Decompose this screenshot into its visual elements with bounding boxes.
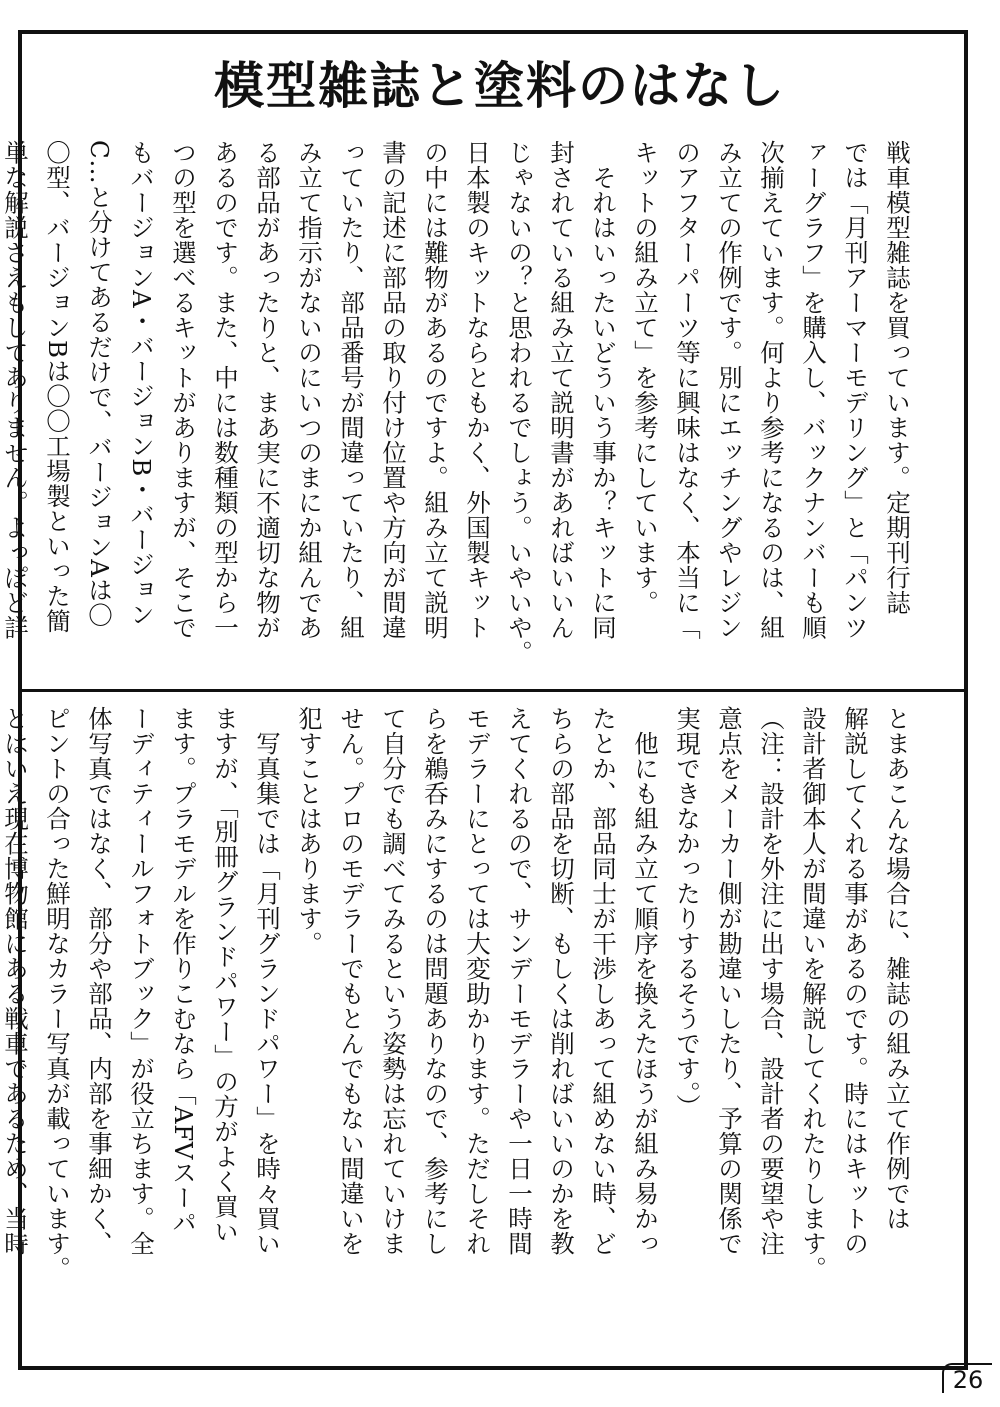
text-column: 意点をメーカー側が勘違いしたり、予算の関係で	[715, 706, 744, 1256]
text-column: とはいえ現在博物館にある戦車であるため、当時	[1, 706, 30, 1256]
text-column: 写真集では「月刊グランドパワー」を時々買い	[253, 706, 282, 1256]
text-column: っていたり、部品番号が間違っていたり、組	[337, 140, 366, 640]
text-column: もバージョンA・バージョンB・バージョン	[127, 140, 156, 627]
text-column: 次揃えています。何より参考になるのは、組	[757, 140, 786, 640]
text-column: えてくれるので、サンデーモデラーや一日一時間	[505, 706, 534, 1256]
text-column: て自分でも調べてみるという姿勢は忘れていけま	[379, 706, 408, 1256]
text-column: ちらの部品を切断、もしくは削ればいいのかを教	[547, 706, 576, 1256]
text-column: とまあこんな場合に、雑誌の組み立て作例では	[883, 706, 912, 1231]
text-column: それはいったいどういう事か？キットに同	[589, 140, 618, 640]
text-column: 実現できなかったりするそうです。）	[673, 706, 702, 1119]
text-column: じゃないの？と思われるでしょう。いやいや。	[505, 140, 534, 665]
text-column: あるのです。また、中には数種類の型から一	[211, 140, 240, 640]
text-column: 解説してくれる事があるのです。時にはキットの	[841, 706, 870, 1256]
text-column: ますが、「別冊グランドパワー」の方がよく買い	[211, 706, 240, 1244]
text-column: の中には難物があるのですよ。組み立て説明	[421, 140, 450, 640]
text-column: 戦車模型雑誌を買っています。定期刊行誌	[883, 140, 912, 615]
text-column: たとか、部品同士が干渉しあって組めない時、ど	[589, 706, 618, 1256]
text-column: 封されている組み立て説明書があればいいん	[547, 140, 576, 640]
lower-body-text	[1, 706, 918, 1346]
text-column: 〇型、バージョンBは〇〇工場製といった簡	[43, 140, 72, 634]
section-divider	[22, 689, 966, 692]
text-column: 犯すことはあります。	[295, 706, 324, 956]
text-column: キットの組み立て」を参考にしています。	[631, 140, 660, 615]
text-column: では「月刊アーマーモデリング」と「パンツ	[841, 140, 870, 640]
text-column: み立て指示がないのにいつのまにか組んであ	[295, 140, 324, 640]
text-column: （注：設計を外注に出す場合、設計者の要望や注	[757, 706, 786, 1256]
text-column: ーディティールフォトブック」が役立ちます。全	[127, 706, 156, 1256]
text-column: 書の記述に部品の取り付け位置や方向が間違	[379, 140, 408, 640]
text-column: らを鵜呑みにするのは問題ありなので、参考にし	[421, 706, 450, 1256]
text-column: ます。プラモデルを作りこむなら「AFVスーパ	[169, 706, 198, 1235]
text-column: み立ての作例です。別にエッチングやレジン	[715, 140, 744, 640]
text-column: ピントの合った鮮明なカラー写真が載っています。	[43, 706, 72, 1281]
text-column: ァーグラフ」を購入し、バックナンバーも順	[799, 140, 828, 640]
text-column: る部品があったりと、まあ実に不適切な物が	[253, 140, 282, 640]
text-column: 単な解説さえもしてありません。よっぽど詳	[1, 140, 30, 640]
page-number: 26	[942, 1363, 992, 1393]
upper-body-text	[1, 140, 918, 675]
text-column: せん。プロのモデラーでもとんでもない間違いを	[337, 706, 366, 1256]
page-title: 模型雑誌と塗料のはなし	[214, 57, 786, 115]
text-column: C…と分けてあるだけで、バージョンAは〇	[85, 140, 114, 628]
text-column: 体写真ではなく、部分や部品、内部を事細かく、	[85, 706, 114, 1256]
text-column: モデラーにとっては大変助かります。ただしそれ	[463, 706, 492, 1256]
text-column: 日本製のキットならともかく、外国製キット	[463, 140, 492, 640]
text-column: 設計者御本人が間違いを解説してくれたりします。	[799, 706, 828, 1281]
text-column: 他にも組み立て順序を換えたほうが組み易かっ	[631, 706, 660, 1256]
text-column: のアフターパーツ等に興味はなく、本当に「	[673, 140, 702, 640]
text-column: つの型を選べるキットがありますが、そこで	[169, 140, 198, 640]
